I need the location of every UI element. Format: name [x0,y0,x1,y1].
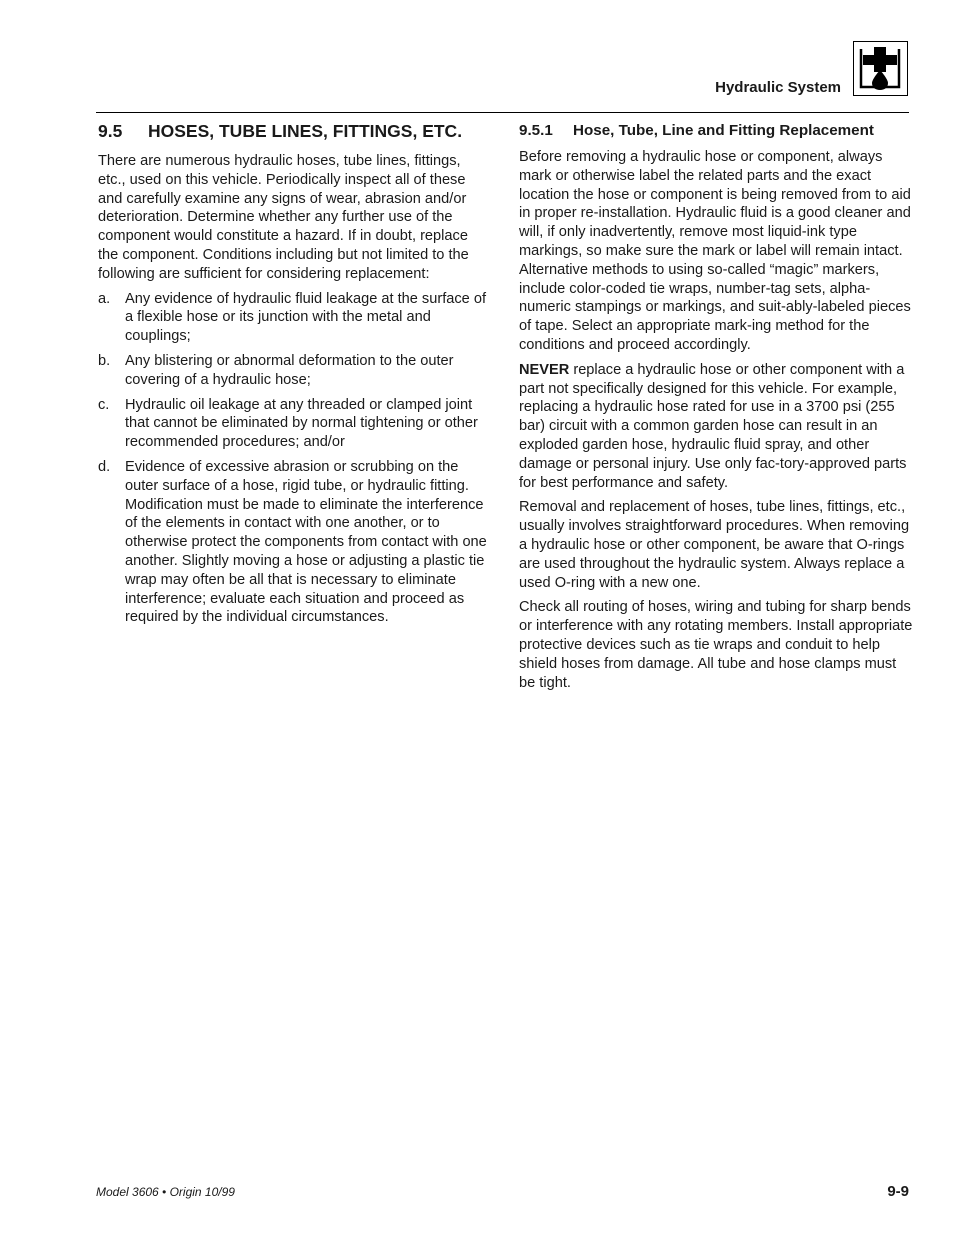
subsection-heading [519,120,914,142]
subsection-title: Hose, Tube, Line and Fitting Replacement [573,122,874,139]
header-rule [96,112,909,113]
section-title: HOSES, TUBE LINES, FITTINGS, ETC. [148,121,463,141]
list-item-letter: b. [98,352,111,369]
list-item [98,396,490,452]
footer-model: Model 3606 • Origin 10/99 [96,1185,235,1199]
paragraph: Before removing a hydraulic hose or component, always mark or otherwise label the related parts and the exact location the hose or component is being removed from to aid in proper re-installation. Hydraulic fluid is a good cleaner and will, if only inadvertently, remove most liquid-ink type markings, so make sure the mark or label will remain intact. Alternative methods to using so-called “magic” markers, include color-coded tie wraps, number-tag sets, alpha-numeric stampings or markings, and suit-ably-labeled pieces of tape. Select an appropriate mark-ing method for the conditions and proceed accordingly. [519,149,911,353]
running-header-title: Hydraulic System [715,79,841,96]
paragraph: Check all routing of hoses, wiring and tubing for sharp bends or interference with any rotating members. Install appropriate protective devices such as tie wraps and conduit to help shield hoses from damage. All tube and hose clamps must be tight. [519,599,913,691]
warning-paragraph [519,361,914,493]
hydraulic-logo [853,41,908,96]
list-item-letter: c. [98,396,110,413]
paragraph: Removal and replacement of hoses, tube lines, fittings, etc., usually involves straightforward procedures. When removing a hydraulic hose or other component, be aware that O-rings are used throughout the hydraulic system. Always replace a used O-ring with a new one. [519,499,910,591]
list-item [98,458,490,627]
left-column [98,120,490,633]
list-item-text: Hydraulic oil leakage at any threaded or clamped joint that cannot be eliminated by normal tightening or other recommended procedures; and/or [125,396,478,451]
list-item-letter: a. [98,290,111,307]
list-item [98,352,490,390]
page-number: 9-9 [887,1183,909,1200]
hydraulic-oil-drop-icon [857,45,903,91]
never-emphasis: NEVER [519,361,570,378]
list-item-text: Any blistering or abnormal deformation to the outer covering of a hydraulic hose; [125,352,454,388]
subsection-number: 9.5.1 [519,122,553,139]
list-item-letter: d. [98,458,111,475]
right-column [519,120,914,698]
list-item-text: Evidence of excessive abrasion or scrubbing on the outer surface of a hose, rigid tube, or hydraulic fitting. Modification must be made to eliminate the interference of the elements in contact with one another, or to otherwise protect the components from contact with one another. Slightly moving a hose or adjusting a plastic tie wrap may often be all that is necessary to eliminate interference; evaluate each situation and proceed as required by the individual circumstances. [125,458,487,626]
list-item [98,290,490,346]
warning-text: replace a hydraulic hose or other component with a part not specifically designed for this vehicle. For example, replacing a hydraulic hose rated for use in a 3700 psi (255 bar) circuit with a common garden hose can result in an exploded garden hose, hydraulic fluid spray, and other damage or personal injury. Use only fac-tory-approved parts for best performance and safety. [519,361,907,491]
section-number: 9.5 [98,121,123,141]
section-heading [98,120,490,142]
section-intro: There are numerous hydraulic hoses, tube lines, fittings, etc., used on this vehicle. Periodically inspect all of these and carefully examine any signs of wear, abrasion and/or deterioration. Determine whether any further use of the component would constitute a hazard. If in doubt, replace the component. Conditions including but not limited to the following are sufficient for considering replacement: [98,153,469,282]
list-item-text: Any evidence of hydraulic fluid leakage at the surface of a flexible hose or its junction with the metal and couplings; [125,290,487,345]
